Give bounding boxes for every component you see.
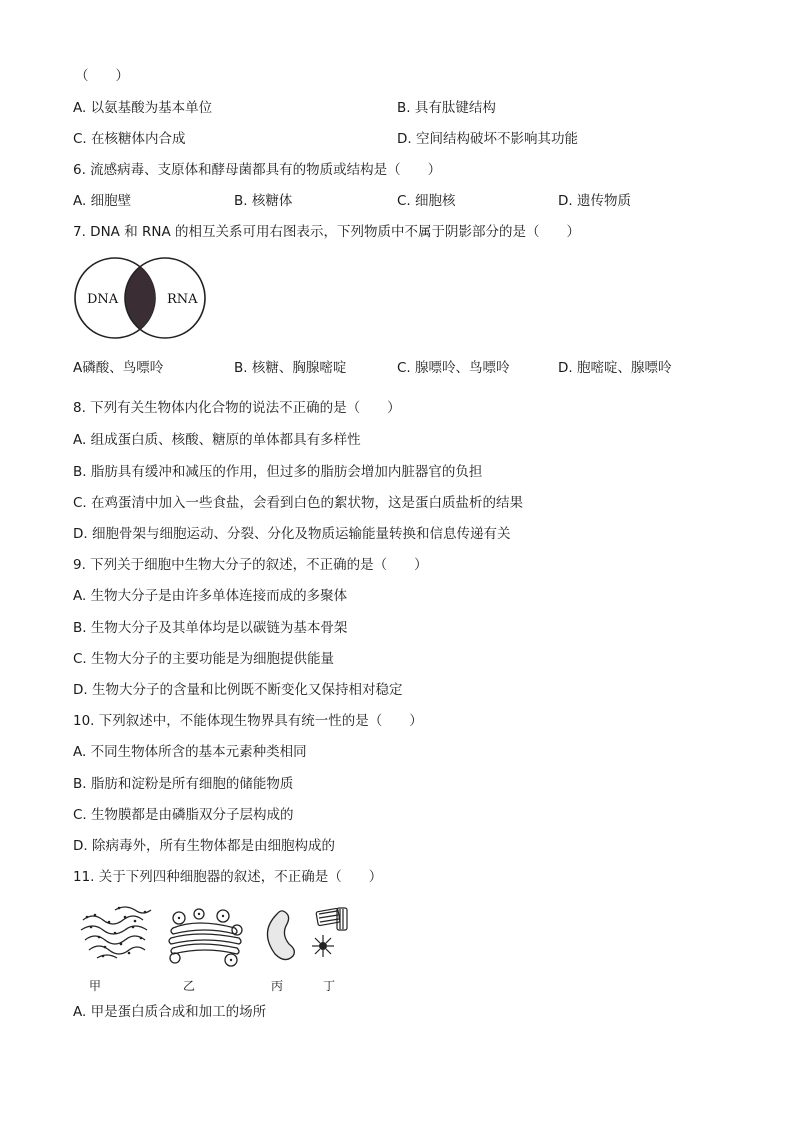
q9-stem: 9. 下列关于细胞中生物大分子的叙述，不正确的是（ ） — [73, 557, 428, 573]
q9-option-d: D. 生物大分子的含量和比例既不断变化又保持相对稳定 — [73, 682, 403, 698]
q10-option-b: B. 脂肪和淀粉是所有细胞的储能物质 — [73, 776, 294, 792]
centriole-icon — [312, 908, 347, 957]
venn-label-rna: RNA — [167, 292, 198, 307]
q6-option-c: C. 细胞核 — [397, 193, 456, 209]
q7-option-c: C. 腺嘌呤、鸟嘌呤 — [397, 360, 510, 376]
q7-option-a: A磷酸、鸟嘌呤 — [73, 360, 164, 376]
q6-option-d: D. 遗传物质 — [558, 193, 631, 209]
q10-option-a: A. 不同生物体所含的基本元素种类相同 — [73, 744, 307, 760]
q6-stem: 6. 流感病毒、支原体和酵母菌都具有的物质或结构是（ ） — [73, 162, 442, 178]
organelle-label-yi: 乙 — [183, 979, 196, 993]
organelle-label-bing: 丙 — [271, 979, 284, 993]
q10-option-c: C. 生物膜都是由磷脂双分子层构成的 — [73, 807, 294, 823]
q9-option-c: C. 生物大分子的主要功能是为细胞提供能量 — [73, 651, 335, 667]
q7-option-d: D. 胞嘧啶、腺嘌呤 — [558, 360, 672, 376]
q8-option-c: C. 在鸡蛋清中加入一些食盐，会看到白色的絮状物，这是蛋白质盐析的结果 — [73, 495, 524, 511]
rough-er-icon — [81, 907, 151, 958]
q9-option-a: A. 生物大分子是由许多单体连接而成的多聚体 — [73, 588, 348, 604]
organelle-label-ding: 丁 — [323, 979, 336, 993]
q5-blank: （ ） — [75, 68, 129, 84]
q5-option-d: D. 空间结构破坏不影响其功能 — [397, 131, 578, 147]
q9-option-b: B. 生物大分子及其单体均是以碳链为基本骨架 — [73, 620, 348, 636]
q5-option-b: B. 具有肽键结构 — [397, 100, 496, 116]
golgi-icon — [169, 909, 242, 966]
q6-option-a: A. 细胞壁 — [73, 193, 132, 209]
q5-option-a: A. 以氨基酸为基本单位 — [73, 100, 213, 116]
q5-option-c: C. 在核糖体内合成 — [73, 131, 186, 147]
q10-option-d: D. 除病毒外，所有生物体都是由细胞构成的 — [73, 838, 335, 854]
venn-label-dna: DNA — [87, 292, 119, 307]
q6-option-b: B. 核糖体 — [234, 193, 293, 209]
q7-option-b: B. 核糖、胸腺嘧啶 — [234, 360, 347, 376]
bean-organelle-icon — [267, 911, 294, 960]
q8-option-b: B. 脂肪具有缓冲和减压的作用，但过多的脂肪会增加内脏器官的负担 — [73, 464, 483, 480]
organelle-figure — [75, 900, 375, 972]
q11-stem: 11. 关于下列四种细胞器的叙述，不正确是（ ） — [73, 869, 383, 885]
organelle-label-jia: 甲 — [89, 979, 102, 993]
q8-option-d: D. 细胞骨架与细胞运动、分裂、分化及物质运输能量转换和信息传递有关 — [73, 526, 511, 542]
q11-option-a: A. 甲是蛋白质合成和加工的场所 — [73, 1004, 267, 1020]
q7-stem: 7. DNA 和 RNA 的相互关系可用右图表示，下列物质中不属于阴影部分的是（ ） — [73, 224, 580, 240]
q8-option-a: A. 组成蛋白质、核酸、糖原的单体都具有多样性 — [73, 432, 361, 448]
venn-diagram — [72, 252, 212, 344]
q10-stem: 10. 下列叙述中，不能体现生物界具有统一性的是（ ） — [73, 713, 423, 729]
q8-stem: 8. 下列有关生物体内化合物的说法不正确的是（ ） — [73, 400, 401, 416]
